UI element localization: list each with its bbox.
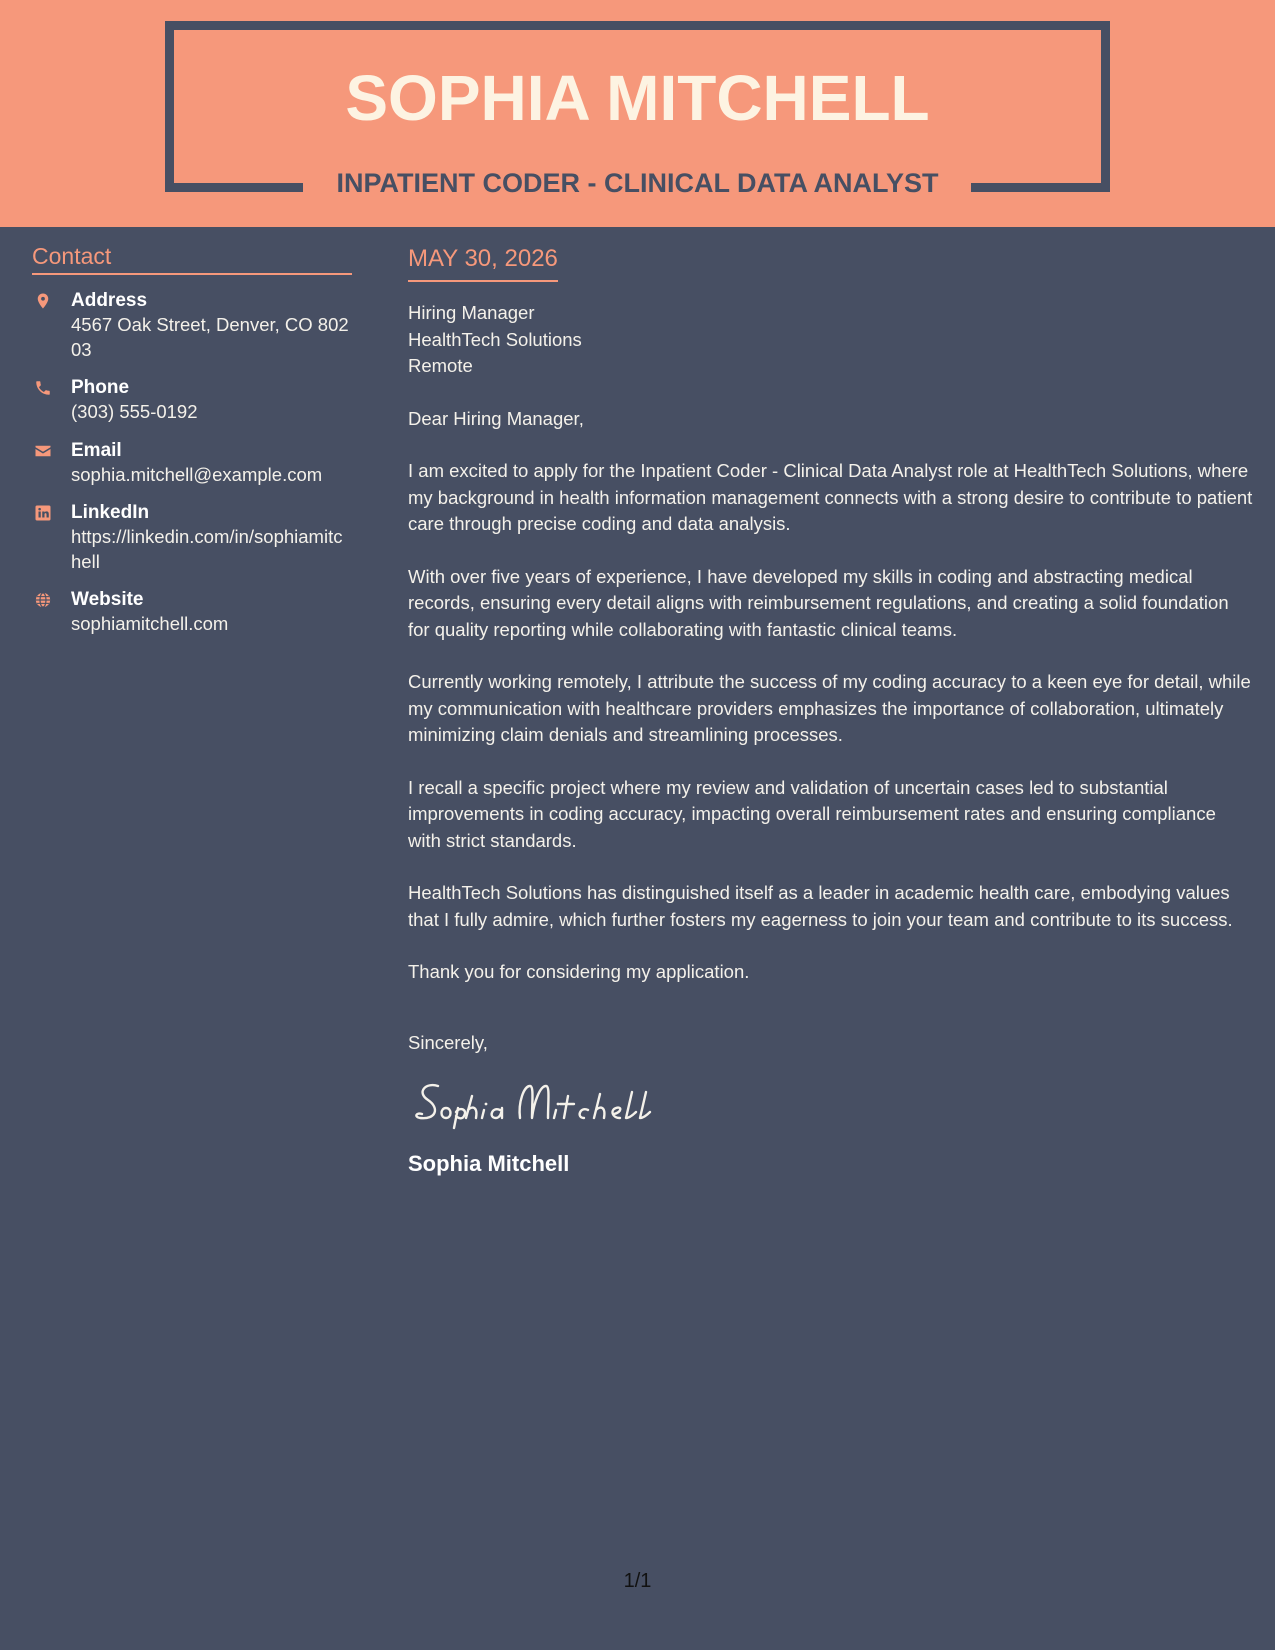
website-value[interactable]: sophiamitchell.com: [71, 613, 229, 634]
body-paragraph: HealthTech Solutions has distinguished itself as a leader in academic health care, embodying values that I fully admire, which further fosters my eagerness to join your team and contribute to its success.: [408, 882, 1233, 930]
linkedin-label: LinkedIn: [71, 502, 150, 523]
salutation: Dear Hiring Manager,: [408, 407, 584, 429]
applicant-name: SOPHIA MITCHELL: [345, 62, 930, 134]
body-paragraph: I am excited to apply for the Inpatient Coder - Clinical Data Analyst role at HealthTech Solutions, where my background in health information management connects with a strong desire to contribute to patient care through precise coding and data analysis.: [408, 460, 1253, 534]
closing: Sincerely,: [408, 1031, 488, 1053]
recipient-line: Remote: [408, 355, 473, 376]
contact-heading: Contact: [32, 242, 352, 275]
phone-icon: [34, 379, 52, 397]
address-value: 4567 Oak Street, Denver, CO 80203: [71, 314, 349, 360]
handwritten-signature: [408, 1072, 1253, 1132]
phone-label: Phone: [71, 377, 130, 398]
body-paragraph: I recall a specific project where my review and validation of uncertain cases led to substantial improvements in coding accuracy, impacting overall reimbursement rates and ensuring compliance with strict standards.: [408, 776, 1216, 851]
linkedin-value[interactable]: https://linkedin.com/in/sophiamitchell: [71, 526, 343, 572]
contact-item-website: [32, 588, 352, 637]
body-paragraph: With over five years of experience, I have developed my skills in coding and abstracting medical records, ensuring every detail aligns with reimbursement regulations, and creating a solid foundation for quality reporting while collaborating with fantastic clinical teams.: [408, 565, 1229, 640]
contact-sidebar: [32, 242, 352, 651]
contact-item-phone: [32, 376, 352, 425]
envelope-icon: [34, 442, 52, 460]
job-title: INPATIENT CODER - CLINICAL DATA ANALYST: [336, 168, 939, 198]
contact-item-address: [32, 289, 352, 362]
letter-body: [408, 244, 1253, 1178]
page-number: 1/1: [623, 1570, 652, 1592]
contact-item-linkedin: [32, 501, 352, 574]
map-pin-icon: [34, 292, 52, 310]
email-label: Email: [71, 439, 122, 461]
contact-item-email: [32, 439, 352, 488]
letter-date: MAY 30, 2026: [408, 244, 558, 282]
linkedin-icon: [34, 504, 52, 522]
address-label: Address: [71, 290, 148, 311]
recipient-block: [408, 300, 1253, 380]
recipient-line: Hiring Manager: [408, 302, 535, 323]
signature-drawing: [408, 1072, 668, 1132]
header-band: [0, 0, 1275, 227]
recipient-line: HealthTech Solutions: [408, 328, 582, 350]
phone-value: (303) 555-0192: [71, 401, 198, 422]
signer-name: Sophia Mitchell: [408, 1151, 570, 1176]
email-value: sophia.mitchell@example.com: [71, 463, 323, 485]
body-paragraph: Currently working remotely, I attribute the success of my coding accuracy to a keen eye for detail, while my communication with healthcare providers emphasizes the importance of collaboration, ultimately minimizing claim denials and streamlining processes.: [408, 671, 1251, 745]
website-label: Website: [71, 589, 144, 610]
body-paragraph: Thank you for considering my application.: [408, 961, 750, 982]
globe-icon: [34, 591, 52, 609]
header-frame-top: [165, 21, 1110, 30]
